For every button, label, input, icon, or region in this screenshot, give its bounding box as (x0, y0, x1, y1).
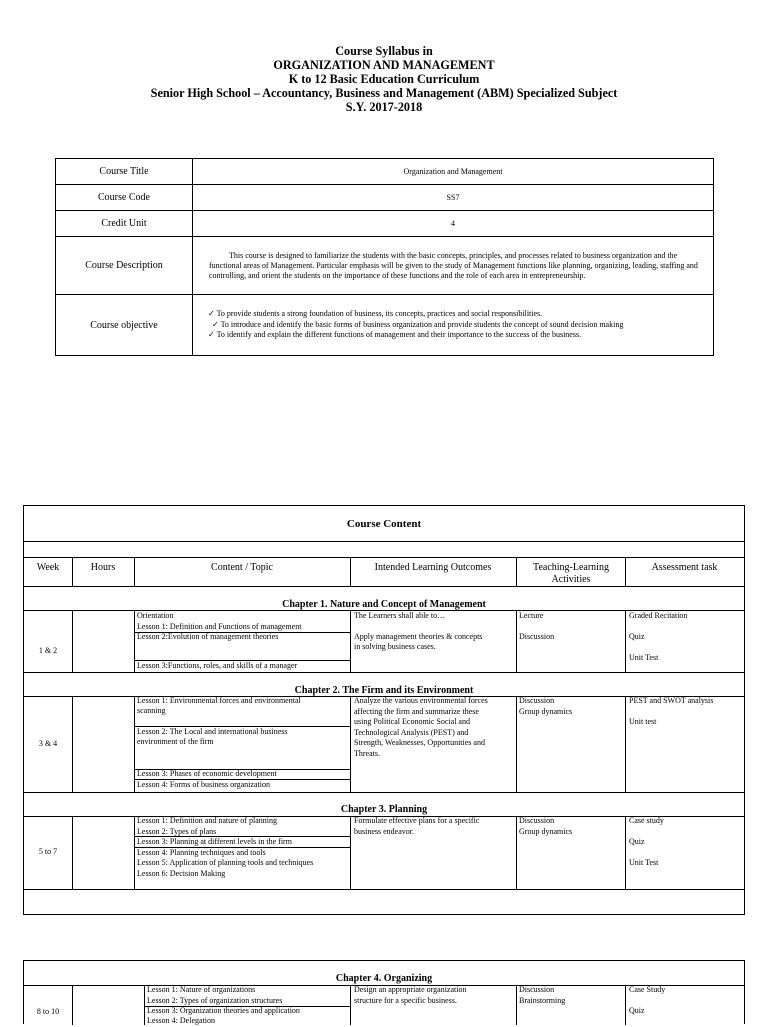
topic-item: Lesson 1: Nature of organizations (147, 985, 256, 994)
rule (24, 889, 744, 890)
checkmark-icon: ✓ (212, 319, 219, 329)
course-info-table (55, 158, 714, 356)
week-cell: 8 to 10 (36, 1007, 60, 1016)
chapter-4-title: Chapter 4. Organizing (335, 973, 433, 984)
course-content-title: Course Content (346, 518, 422, 530)
course-code-label: Course Code (56, 185, 193, 211)
rule (516, 557, 517, 586)
ilo-text: Design an appropriate organization (354, 985, 467, 994)
header-line-1: Course Syllabus in (335, 44, 433, 58)
ilo-text: Strength, Weaknesses, Opportunities and (354, 738, 485, 747)
tla-text: Group dynamics (519, 826, 573, 836)
topic-item: Lesson 2: Types of organization structures (147, 995, 283, 1005)
rule (516, 816, 517, 889)
rule (144, 985, 145, 1025)
row-course-code (56, 185, 714, 211)
tla-text: Discussion (519, 696, 555, 705)
row-course-description (56, 237, 714, 295)
rule (134, 816, 135, 889)
topic-item: Lesson 2: Types of plans (137, 826, 217, 836)
rule (24, 672, 744, 673)
chapter-1-title: Chapter 1. Nature and Concept of Management (282, 599, 486, 610)
document-header (0, 44, 768, 114)
assessment-text: Unit Test (629, 653, 659, 662)
topic-item: Lesson 3: Phases of economic development (137, 769, 277, 778)
topic-item: environment of the firm (137, 737, 214, 746)
topic-item: Lesson 2:Evolution of management theories (137, 632, 279, 641)
header-line-4: Senior High School – Accountancy, Business and Management (ABM) Specialized Subject (150, 86, 618, 100)
rule (625, 696, 626, 792)
ilo-text: Analyze the various environmental forces (354, 696, 488, 705)
chapter-2-title: Chapter 2. The Firm and its Environment (294, 685, 474, 696)
rule (625, 816, 626, 889)
ilo-text: The Learners shall able to… (354, 611, 446, 620)
column-header-ilo: Intended Learning Outcomes (374, 562, 492, 573)
column-header-week: Week (36, 562, 60, 573)
ilo-text: Apply management theories & concepts (354, 632, 483, 641)
topic-item: Lesson 1: Definition and nature of planning (137, 816, 277, 825)
course-description-value (193, 237, 714, 295)
course-description-label: Course Description (56, 237, 193, 295)
row-credit-unit (56, 211, 714, 237)
assessment-text: Case study (629, 816, 664, 825)
chapter-3-title: Chapter 3. Planning (340, 804, 428, 815)
topic-item: Lesson 1: Definition and Functions of management (137, 622, 302, 631)
credit-unit-value: 4 (193, 211, 714, 237)
topic-item: Lesson 4: Planning techniques and tools (137, 847, 266, 857)
rule (350, 610, 351, 672)
checkmark-icon: ✓ (208, 330, 215, 340)
rule (72, 696, 73, 792)
tla-text: Lecture (519, 611, 544, 620)
tla-text: Brainstorming (519, 995, 566, 1005)
rule (72, 610, 73, 672)
header-line-3: K to 12 Basic Education Curriculum (288, 72, 480, 86)
column-header-hours: Hours (90, 562, 116, 573)
assessment-text: PEST and SWOT analysis (629, 696, 714, 705)
header-line-2: ORGANIZATION AND MANAGEMENT (273, 58, 495, 72)
rule (134, 696, 135, 792)
ilo-text: Technological Analysis (PEST) and (354, 727, 469, 737)
tla-text: Group dynamics (519, 706, 573, 716)
objective-item: ✓ To introduce and identify the basic forms of business organization and provide students the concept of sound decision making (212, 319, 624, 329)
assessment-text: Graded Recitation (629, 611, 688, 620)
rule (24, 557, 744, 558)
topic-item: Lesson 6: Decision Making (137, 868, 226, 878)
assessment-text: Quiz (629, 632, 645, 641)
topic-item: Lesson 4: Forms of business organization (137, 780, 270, 789)
ilo-text: business endeavor. (354, 826, 414, 836)
credit-unit-label: Credit Unit (56, 211, 193, 237)
tla-text: Discussion (519, 816, 555, 825)
course-title-value: Organization and Management (193, 159, 714, 185)
assessment-text: Quiz (629, 1006, 645, 1015)
row-course-objective (56, 295, 714, 356)
row-course-title (56, 159, 714, 185)
ilo-text: Threats. (354, 748, 380, 758)
rule (24, 792, 744, 793)
week-cell: 5 to 7 (38, 847, 58, 856)
topic-item: scanning (137, 706, 166, 715)
course-objective-label: Course objective (56, 295, 193, 356)
objective-item: ✓ To provide students a strong foundation of business, its concepts, practices and social responsibilities. (208, 309, 543, 319)
column-header-topic: Content / Topic (211, 562, 273, 573)
rule (350, 696, 351, 792)
objective-item: ✓ To identify and explain the different functions of management and their importance to the success of the business. (208, 330, 582, 340)
rule (516, 696, 517, 792)
ilo-text: in solving business cases. (354, 642, 436, 651)
column-header-assessment: Assessment task (651, 562, 718, 573)
course-code-value: SS7 (193, 185, 714, 211)
topic-item: Orientation (137, 611, 174, 620)
rule (24, 541, 744, 542)
checkmark-icon: ✓ (208, 309, 215, 319)
course-content-table (23, 505, 745, 915)
ilo-text: Formulate effective plans for a specific (354, 816, 480, 825)
ilo-text: affecting the firm and summarize these (354, 706, 479, 716)
rule (516, 610, 517, 672)
rule (625, 985, 626, 1025)
assessment-text: Case Study (629, 985, 666, 994)
course-content-table-continued (23, 960, 745, 1024)
tla-text: Discussion (519, 985, 555, 994)
rule (134, 610, 135, 672)
topic-item: Lesson 5: Application of planning tools and techniques (137, 858, 314, 867)
tla-text: Discussion (519, 632, 555, 641)
topic-item: Lesson 3: Planning at different levels in the firm (137, 837, 292, 846)
rule (516, 985, 517, 1025)
column-header-tla: Teaching-Learning Activities (533, 562, 609, 585)
ilo-text: structure for a specific business. (354, 995, 457, 1005)
course-objective-list (193, 295, 714, 356)
rule (72, 985, 73, 1025)
assessment-text: Quiz (629, 837, 645, 846)
assessment-text: Unit Test (629, 858, 659, 867)
rule (350, 985, 351, 1025)
header-line-5: S.Y. 2017-2018 (345, 100, 423, 114)
topic-item: Lesson 3:Functions, roles, and skills of a manager (137, 661, 298, 670)
week-cell: 1 & 2 (38, 646, 58, 655)
rule (24, 586, 744, 587)
topic-item: Lesson 3: Organization theories and application (147, 1006, 300, 1015)
rule (625, 610, 626, 672)
course-title-label: Course Title (56, 159, 193, 185)
week-cell: 3 & 4 (38, 739, 58, 748)
topic-item: Lesson 4: Delegation (147, 1016, 215, 1025)
assessment-text: Unit test (629, 717, 657, 726)
rule (72, 816, 73, 889)
topic-item: Lesson 1: Environmental forces and environmental (137, 696, 301, 705)
topic-item: Lesson 2: The Local and international business (137, 727, 288, 736)
rule (350, 816, 351, 889)
course-description-text: This course is designed to familiarize the students with the basic concepts, principles, and processes related to business organization and the functional areas of Management. Particular emphasis will be given to the study of Management functions like planning, organizing, leading, staffing and controlling, and orient the students on the importance of these functions and the role of each area in entrepreneurship. (209, 250, 698, 280)
ilo-text: using Political Economic Social and (354, 717, 470, 726)
